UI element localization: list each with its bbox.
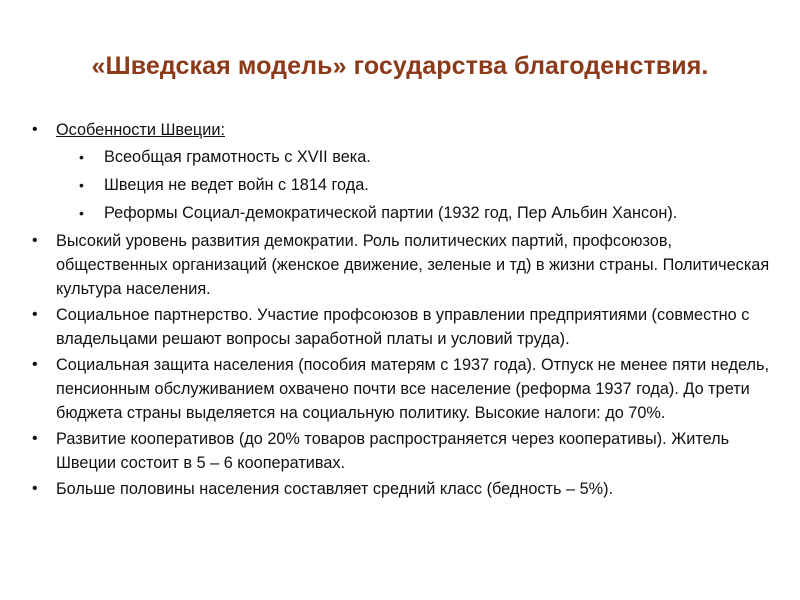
- sub-list-item: • Швеция не ведет войн с 1814 года.: [68, 173, 770, 197]
- slide-content: [30, 118, 770, 503]
- sub-list-item: • Всеобщая грамотность с XVII века.: [68, 145, 770, 169]
- section-heading: Особенности Швеции:: [56, 121, 225, 139]
- sub-list-item: • Реформы Социал-демократической партии (1932 год, Пер Альбин Хансон).: [68, 201, 770, 225]
- list-item: • Развитие кооперативов (до 20% товаров распространяется через кооперативы). Житель Швеции состоит в 5 – 6 кооперативах.: [30, 427, 770, 475]
- list-item: • Социальное партнерство. Участие профсоюзов в управлении предприятиями (совместно с владельцами решают вопросы заработной платы и условий труда).: [30, 303, 770, 351]
- list-item: • Социальная защита населения (пособия матерям с 1937 года). Отпуск не менее пяти недель, пенсионным обслуживанием охвачено почти все население (реформа 1937 года). До трети бюджета страны выделяется на социальную политику. Высокие налоги: до 70%.: [30, 353, 770, 425]
- sub-bullet-list: [56, 145, 770, 225]
- bullet-list: [30, 118, 770, 501]
- slide-title: «Шведская модель» государства благоденствия.: [91, 52, 709, 80]
- list-item: [30, 118, 770, 225]
- list-item: • Больше половины населения составляет средний класс (бедность – 5%).: [30, 477, 770, 501]
- list-item: • Высокий уровень развития демократии. Роль политических партий, профсоюзов, общественных организаций (женское движение, зеленые и тд) в жизни страны. Политическая культура населения.: [30, 229, 770, 301]
